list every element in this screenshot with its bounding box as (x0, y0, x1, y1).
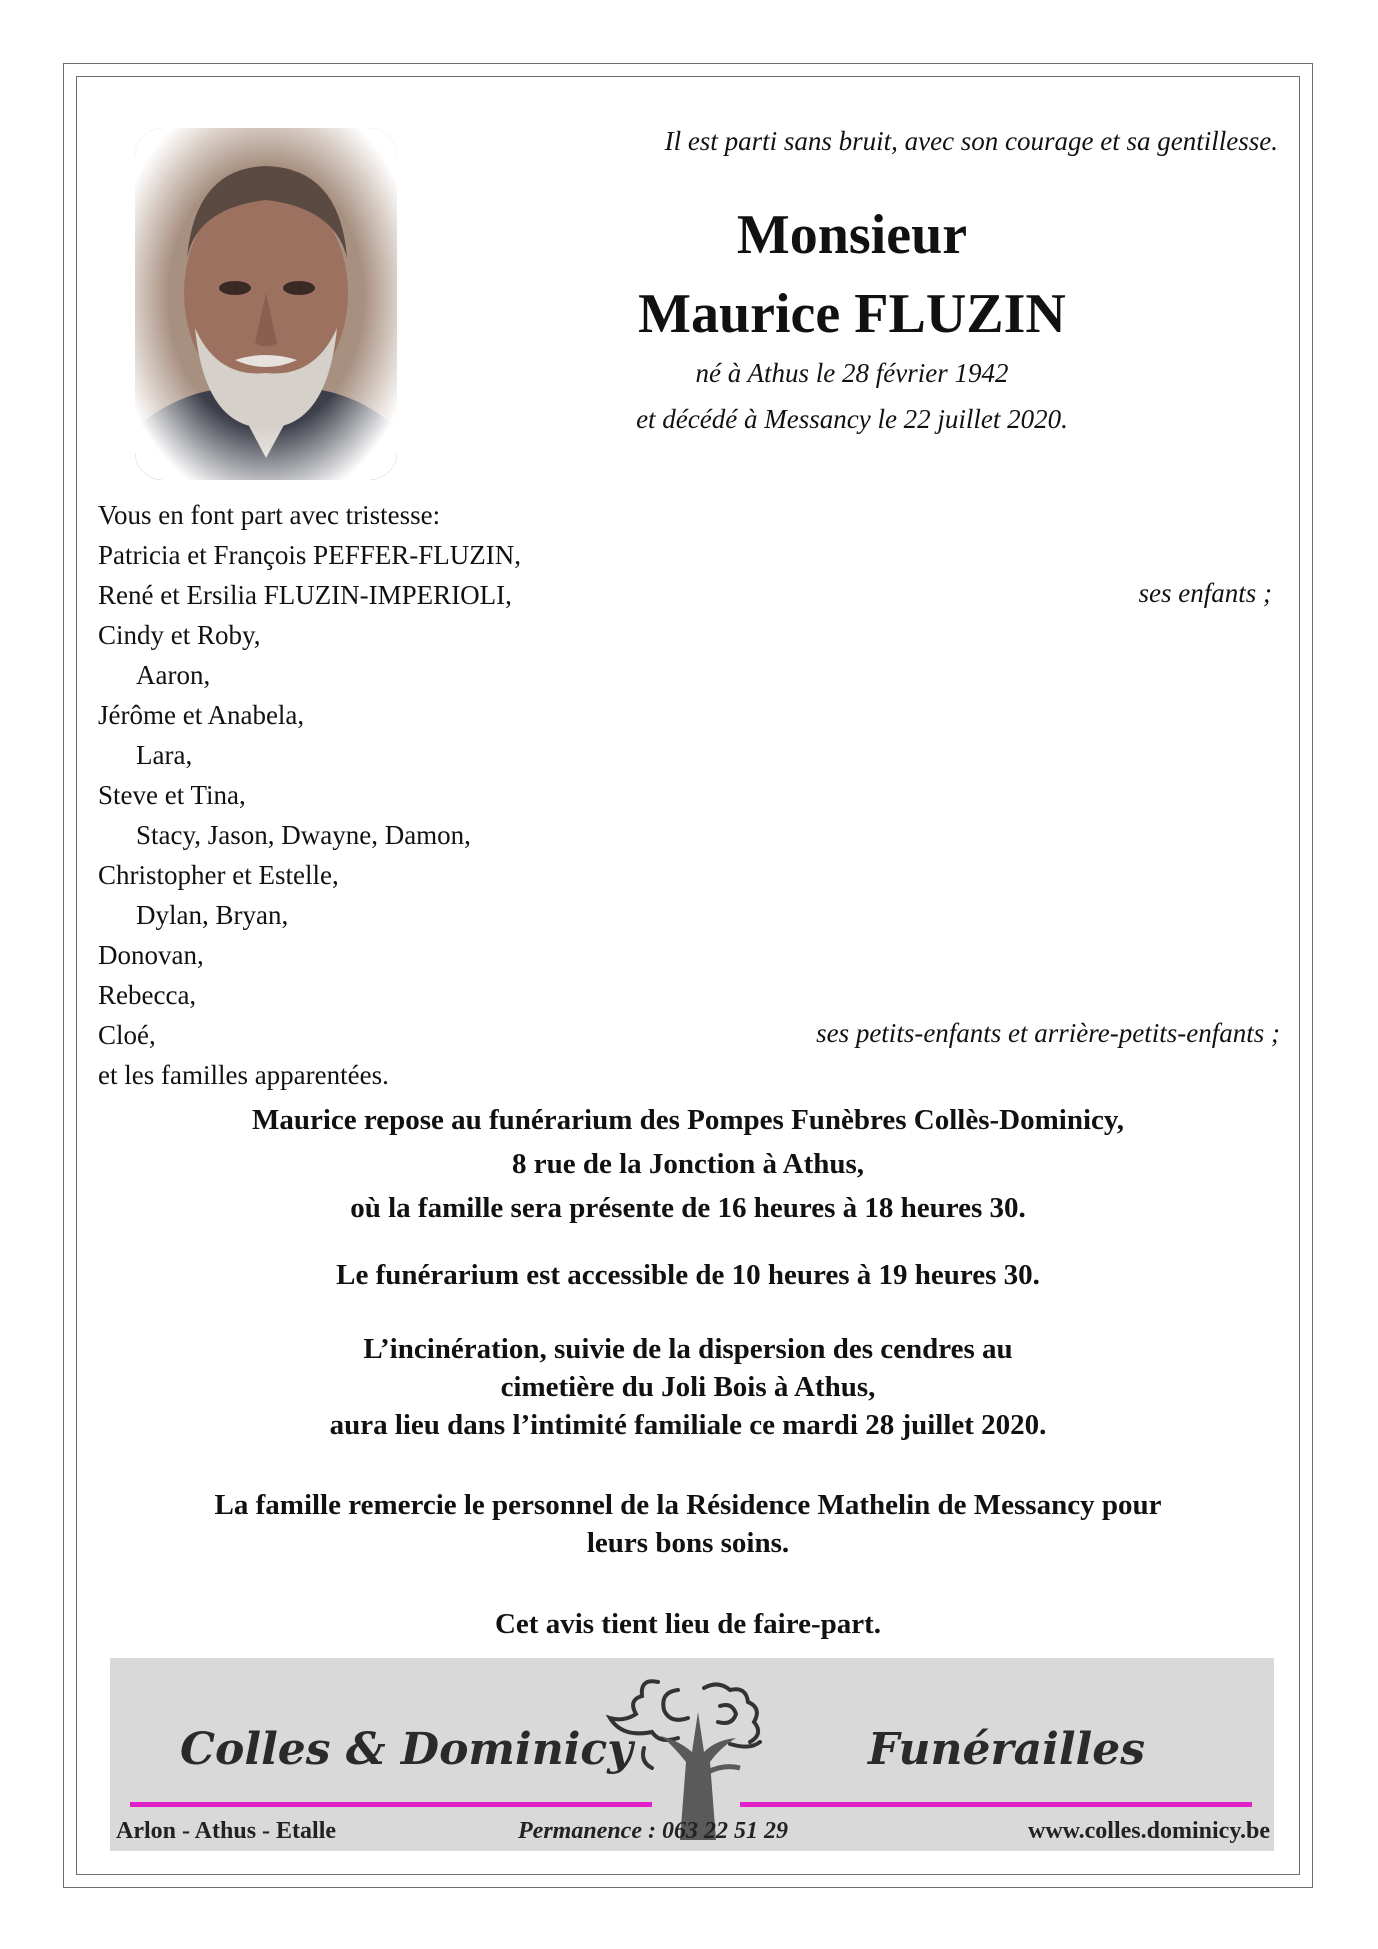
children-role: ses enfants ; (1138, 578, 1272, 608)
list-item: Lara, (136, 740, 193, 770)
hours-notice: Le funérarium est accessible de 10 heures à 19 heures 30. (336, 1259, 1040, 1291)
portrait-photo (135, 128, 397, 480)
notice-line: La famille remercie le personnel de la Résidence Mathelin de Messancy pour (214, 1489, 1162, 1521)
brand-right: Funérailles (868, 1724, 1146, 1775)
list-item: René et Ersilia FLUZIN-IMPERIOLI, (98, 580, 512, 610)
list-item: Donovan, (98, 940, 204, 970)
phone-line: Permanence : 063 22 51 29 (518, 1818, 788, 1844)
list-item: Jérôme et Anabela, (98, 700, 305, 730)
grandchildren-list (98, 615, 521, 1055)
notice-line: où la famille sera présente de 16 heures à 18 heures 30. (350, 1192, 1026, 1224)
list-item: Stacy, Jason, Dwayne, Damon, (136, 820, 471, 850)
brand-left: Colles & Dominicy (180, 1724, 633, 1775)
honorific: Monsieur (736, 204, 968, 266)
list-item: Christopher et Estelle, (98, 860, 339, 890)
accent-line-right (740, 1802, 1252, 1807)
list-item: Aaron, (136, 660, 211, 690)
birth-line: né à Athus le 28 février 1942 (695, 358, 1009, 388)
notice-line: cimetière du Joli Bois à Athus, (500, 1371, 876, 1403)
list-item: Patricia et François PEFFER-FLUZIN, (98, 540, 521, 570)
grandchildren-role: ses petits-enfants et arrière-petits-enfants ; (816, 1018, 1280, 1048)
list-item: Rebecca, (98, 980, 197, 1010)
list-item: Steve et Tina, (98, 780, 246, 810)
notice-line: Maurice repose au funérarium des Pompes Funèbres Collès-Dominicy, (251, 1104, 1125, 1136)
deceased-name: Maurice FLUZIN (638, 283, 1066, 345)
website-link[interactable]: www.colles.dominicy.be (1027, 1818, 1270, 1844)
wake-notice (76, 1098, 1300, 1230)
final-notice: Cet avis tient lieu de faire-part. (494, 1608, 882, 1640)
epitaph: Il est parti sans bruit, avec son courage et sa gentillesse. (664, 126, 1278, 156)
list-item: Cloé, (98, 1020, 156, 1050)
family-intro: Vous en font part avec tristesse: (98, 500, 441, 530)
notice-line: L’incinération, suivie de la dispersion des cendres au (363, 1333, 1013, 1365)
list-item: Cindy et Roby, (98, 620, 261, 650)
thanks-notice (76, 1486, 1300, 1562)
tree-logo-icon (600, 1672, 800, 1840)
list-item: Dylan, Bryan, (136, 900, 289, 930)
locations: Arlon - Athus - Etalle (116, 1818, 337, 1844)
notice-line: aura lieu dans l’intimité familiale ce mardi 28 juillet 2020. (329, 1409, 1047, 1441)
death-line: et décédé à Messancy le 22 juillet 2020. (636, 404, 1068, 434)
accent-line-left (130, 1802, 652, 1807)
funeral-home-banner (110, 1658, 1274, 1851)
family-closing: et les familles apparentées. (98, 1060, 389, 1090)
notice-line: 8 rue de la Jonction à Athus, (511, 1148, 865, 1180)
notice-line: leurs bons soins. (586, 1527, 790, 1559)
family-list (98, 495, 521, 1095)
ceremony-notice (76, 1330, 1300, 1444)
